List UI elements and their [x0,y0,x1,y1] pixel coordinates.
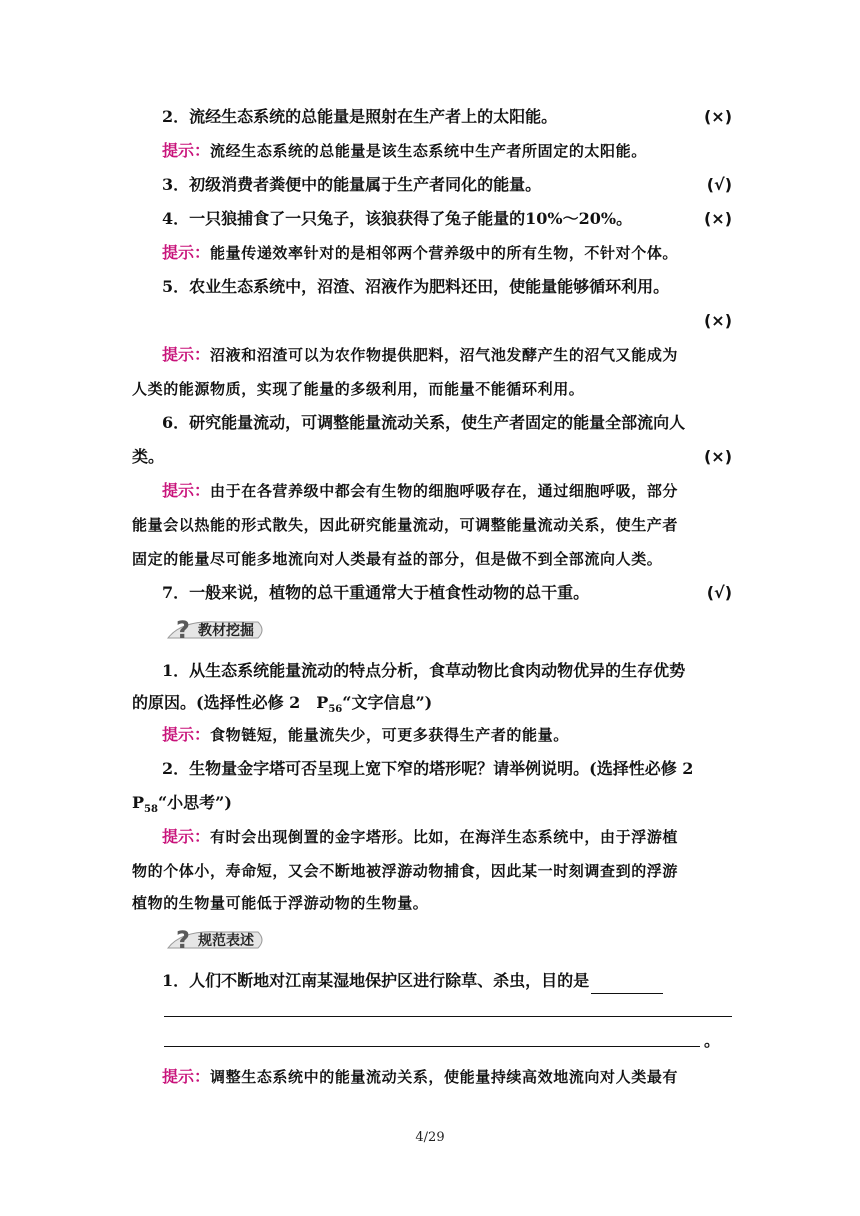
textbook-a2-cont-1 [132,858,732,884]
hint-6-cont-2 [132,546,732,572]
section-badge-expression [162,926,264,952]
textbook-a1 [162,722,732,748]
statement-text: 5．农业生态系统中，沼渣、沼液作为肥料还田，使能量能够循环利用。 [162,277,670,296]
hint-6-cont-1 [132,512,732,538]
statement-text: 6．研究能量流动，可调整能量流动关系，使生产者固定的能量全部流向人 [162,413,686,432]
hint-label: 提示： [162,345,211,364]
full-stop: 。 [704,1031,721,1050]
question-text: 1．从生态系统能量流动的特点分析，食草动物比食肉动物优异的生存优势 [162,661,686,680]
question-text: “文字信息”) [342,693,433,712]
svg-text:?: ? [176,616,190,644]
textbook-a2 [162,824,732,850]
answer-line [164,1016,732,1017]
statement-text: 类。 [132,447,165,466]
page-subscript: 58 [144,804,158,816]
section-badge-textbook [162,616,264,642]
statement-5 [162,274,732,300]
statement-text: 7．一般来说，植物的总干重通常大于植食性动物的总干重。 [162,583,590,602]
judgement-mark: (×) [703,107,732,126]
page-subscript: 56 [328,704,343,716]
hint-2 [162,138,732,164]
page-number: 4/29 [415,1130,445,1145]
judgement-mark: (√) [706,175,732,194]
textbook-q1 [162,658,732,684]
hint-text: 固定的能量尽可能多地流向对人类最有益的部分，但是做不到全部流向人类。 [132,550,663,568]
hint-text: 物的个体小，寿命短，又会不断地被浮游动物捕食，因此某一时刻调查到的浮游 [132,862,679,880]
question-text: “小思考”) [157,793,232,812]
hint-label: 提示： [162,725,211,744]
hint-label: 提示： [162,1067,211,1086]
hint-text: 流经生态系统的总能量是该生态系统中生产者所固定的太阳能。 [210,142,647,160]
expression-a1 [162,1064,732,1090]
statement-text: 4．一只狼捕食了一只兔子，该狼获得了兔子能量的10%～20%。 [162,209,633,228]
judgement-mark: (×) [703,447,732,466]
answer-line [164,1046,700,1047]
hint-6 [162,478,732,504]
section-title: 教材挖掘 [198,623,254,639]
hint-5 [162,342,732,368]
hint-text: 由于在各营养级中都会有生物的细胞呼吸存在，通过细胞呼吸，部分 [210,482,679,500]
answer-end-mark [704,1028,734,1054]
statement-2 [162,104,732,130]
statement-6 [162,410,732,436]
question-text: 2．生物量金字塔可否呈现上宽下窄的塔形呢？请举例说明。(选择性必修 2 [162,759,694,778]
question-text: 的原因。(选择性必修 2 P [132,693,329,712]
textbook-q2-cont [132,790,732,823]
hint-text: 人类的能源物质，实现了能量的多级利用，而能量不能循环利用。 [132,380,585,398]
judgement-mark: (×) [703,209,732,228]
hint-text: 调整生态系统中的能量流动关系，使能量持续高效地流向对人类最有 [210,1068,679,1086]
statement-4 [162,206,732,232]
answer-blank [591,975,663,994]
statement-7 [162,580,732,606]
question-text: P [132,793,145,812]
hint-5-cont [132,376,732,402]
statement-text: 3．初级消费者粪便中的能量属于生产者同化的能量。 [162,175,542,194]
statement-6-cont [132,444,732,470]
question-text: 1．人们不断地对江南某湿地保护区进行除草、杀虫，目的是 [162,971,590,990]
hint-text: 能量传递效率针对的是相邻两个营养级中的所有生物，不针对个体。 [210,244,679,262]
textbook-q2 [162,756,732,782]
hint-text: 有时会出现倒置的金字塔形。比如，在海洋生态系统中，由于浮游植 [210,828,679,846]
hint-label: 提示： [162,141,211,160]
judgement-mark: (×) [703,311,732,330]
hint-label: 提示： [162,243,211,262]
textbook-q1-cont [132,690,732,723]
svg-text:?: ? [176,926,190,954]
hint-4 [162,240,732,266]
hint-label: 提示： [162,481,211,500]
hint-text: 能量会以热能的形式散失，因此研究能量流动，可调整能量流动关系，使生产者 [132,516,679,534]
expression-q1 [162,968,732,994]
hint-label: 提示： [162,827,211,846]
statement-3 [162,172,732,198]
judgement-mark: (√) [706,583,732,602]
hint-text: 沼液和沼渣可以为农作物提供肥料，沼气池发酵产生的沼气又能成为 [210,346,679,364]
statement-text: 2．流经生态系统的总能量是照射在生产者上的太阳能。 [162,107,558,126]
hint-text: 食物链短，能量流失少，可更多获得生产者的能量。 [210,726,569,744]
textbook-a2-cont-2 [132,890,732,916]
hint-text: 植物的生物量可能低于浮游动物的生物量。 [132,894,429,912]
section-title: 规范表述 [198,933,254,949]
